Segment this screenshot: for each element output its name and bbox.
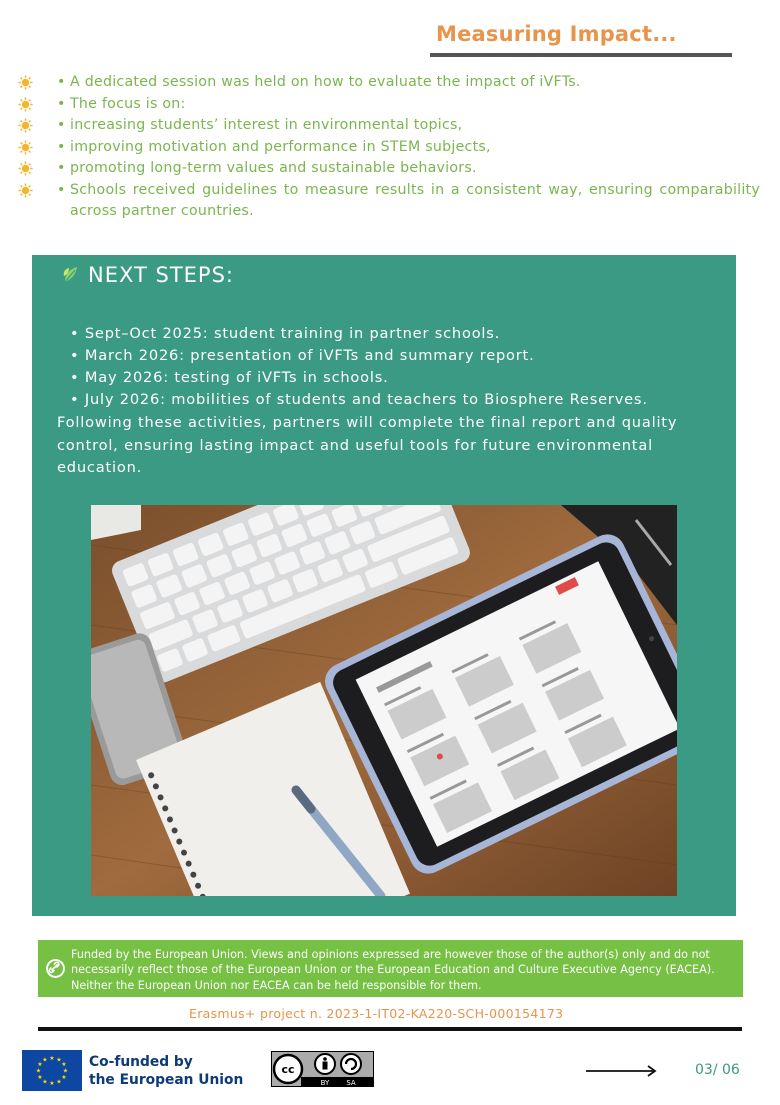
- svg-text:★: ★: [61, 1061, 67, 1068]
- funding-disclaimer-text: [71, 947, 743, 993]
- sun-bullet-icon: [18, 97, 33, 112]
- bullet-dot: •: [57, 181, 66, 198]
- sun-bullet-icon: [18, 140, 33, 155]
- svg-text:★: ★: [37, 1061, 43, 1068]
- svg-text:★: ★: [35, 1067, 42, 1075]
- list-item-text: increasing students’ interest in environmental topics,: [70, 117, 463, 133]
- sun-bullet-icon: [18, 183, 33, 198]
- next-steps-panel: [32, 255, 736, 916]
- leaf-icon: [62, 264, 82, 284]
- link-icon: [46, 959, 65, 978]
- svg-text:★: ★: [56, 1078, 62, 1086]
- disclaimer-line: Neither the European Union nor EACEA can be held responsible for them.: [71, 978, 482, 992]
- svg-text:★: ★: [42, 1056, 48, 1064]
- sun-bullet-icon: [18, 118, 33, 133]
- list-item: [18, 137, 760, 159]
- list-item: • March 2026: presentation of iVFTs and summary report.: [70, 347, 535, 364]
- list-item: [18, 72, 760, 94]
- title-underline: [430, 53, 732, 57]
- bullet-dot: •: [57, 160, 66, 176]
- list-item: [18, 94, 760, 116]
- svg-text:cc: cc: [281, 1063, 295, 1076]
- bullet-dot: •: [57, 117, 66, 133]
- next-steps-paragraph: Following these activities, partners will complete the final report and quality control, ensuring lasting impact and useful tools for future environmental education.: [57, 414, 678, 477]
- list-item-text: The focus is on:: [70, 95, 186, 112]
- project-number: Erasmus+ project n. 2023-1-IT02-KA220-SCH-000154173: [189, 1006, 564, 1021]
- eu-label-line: Co-funded by: [89, 1054, 193, 1070]
- list-item-text: A dedicated session was held on how to evaluate the impact of iVFTs.: [70, 74, 581, 90]
- svg-text:★: ★: [56, 1056, 62, 1064]
- svg-text:★: ★: [61, 1074, 67, 1081]
- svg-text:★: ★: [49, 1055, 55, 1062]
- footer-divider: [38, 1027, 742, 1031]
- step-text: March 2026: presentation of iVFTs and summary report.: [84, 347, 535, 364]
- bullet-dot: •: [57, 138, 66, 155]
- eu-cofunded-label: [89, 1054, 243, 1089]
- step-text: Sept–Oct 2025: student training in partner schools.: [84, 325, 501, 342]
- list-item: • Sept–Oct 2025: student training in partner schools.: [70, 325, 501, 342]
- page-title: Measuring Impact...: [436, 22, 677, 46]
- list-item: [18, 115, 760, 137]
- list-item-text: promoting long-term values and sustainable behaviors.: [70, 160, 477, 176]
- desk-tablet-calendar-photo: [91, 505, 677, 896]
- list-item: • July 2026: mobilities of students and teachers to Biosphere Reserves.: [70, 391, 648, 408]
- funding-disclaimer-banner: [38, 940, 743, 997]
- cc-sa-label: SA: [346, 1079, 356, 1087]
- svg-text:★: ★: [42, 1078, 48, 1086]
- svg-text:★: ★: [37, 1074, 43, 1081]
- list-item-text: Schools received guidelines to measure results in a consistent way, ensuring comparability across partner countries.: [70, 181, 760, 219]
- svg-text:★: ★: [49, 1080, 55, 1087]
- step-text: May 2026: testing of iVFTs in schools.: [84, 369, 389, 386]
- svg-text:★: ★: [62, 1067, 69, 1075]
- impact-bullet-list: [18, 72, 760, 223]
- bullet-dot: •: [57, 95, 66, 112]
- sun-bullet-icon: [18, 75, 33, 90]
- next-steps-heading-text: NEXT STEPS:: [88, 263, 234, 287]
- bullet-dot: •: [57, 74, 66, 90]
- cc-by-label: BY: [320, 1079, 330, 1087]
- disclaimer-line: Funded by the European Union. Views and opinions expressed are however those of the author(s) only and do not: [71, 948, 710, 961]
- next-steps-heading: [62, 263, 234, 287]
- step-text: July 2026: mobilities of students and teachers to Biosphere Reserves.: [84, 391, 648, 408]
- list-item: • May 2026: testing of iVFTs in schools.: [70, 369, 389, 386]
- list-item-text: improving motivation and performance in STEM subjects,: [70, 138, 491, 155]
- page-number: 03/ 06: [695, 1062, 740, 1078]
- list-item: [18, 158, 760, 180]
- eu-flag-icon: [22, 1050, 82, 1091]
- sun-bullet-icon: [18, 161, 33, 176]
- disclaimer-line: necessarily reflect those of the European Union or the European Education and Culture Executive Agency (EACEA).: [71, 963, 715, 977]
- eu-label-line: the European Union: [89, 1071, 244, 1088]
- next-page-arrow-icon[interactable]: [586, 1063, 658, 1079]
- next-steps-list: [70, 323, 720, 411]
- cc-by-sa-license-icon: [271, 1051, 374, 1087]
- list-item: [18, 180, 760, 223]
